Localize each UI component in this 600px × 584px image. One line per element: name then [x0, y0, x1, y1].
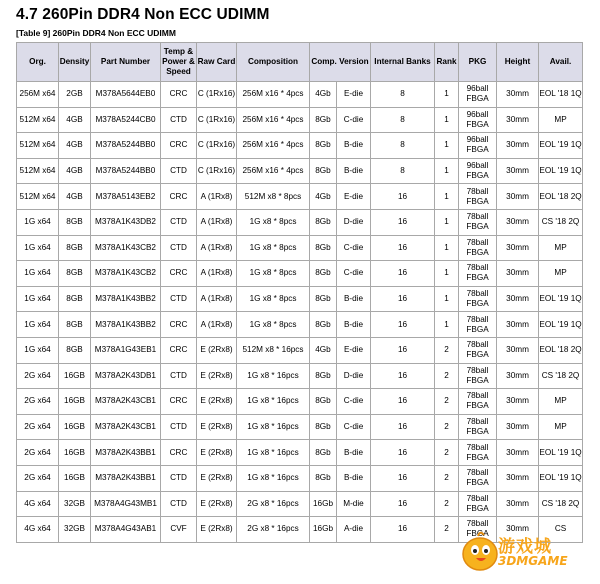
table-row: [17, 184, 583, 210]
cell-org: 1G x64: [17, 286, 59, 312]
cell-org: 1G x64: [17, 337, 59, 363]
cell-comp-die: A-die: [337, 517, 371, 543]
cell-avail: EOL '18 2Q: [539, 184, 583, 210]
header-pkg: PKG: [459, 43, 497, 82]
cell-comp-density: 8Gb: [310, 414, 337, 440]
cell-density: 16GB: [59, 465, 91, 491]
cell-composition: 512M x8 * 8pcs: [237, 184, 310, 210]
cell-raw-card: C (1Rx16): [197, 82, 237, 108]
cell-avail: EOL '19 1Q: [539, 158, 583, 184]
cell-pkg: 78ball FBGA: [459, 414, 497, 440]
cell-rank: 1: [435, 107, 459, 133]
cell-comp-die: M-die: [337, 491, 371, 517]
cell-internal-banks: 16: [371, 414, 435, 440]
cell-height: 30mm: [497, 465, 539, 491]
cell-internal-banks: 8: [371, 158, 435, 184]
table-row: [17, 261, 583, 287]
cell-height: 30mm: [497, 337, 539, 363]
cell-rank: 1: [435, 261, 459, 287]
cell-density: 4GB: [59, 133, 91, 159]
cell-temp-power-speed: CTD: [161, 209, 197, 235]
cell-temp-power-speed: CRC: [161, 133, 197, 159]
cell-comp-die: B-die: [337, 158, 371, 184]
cell-height: 30mm: [497, 414, 539, 440]
cell-density: 32GB: [59, 491, 91, 517]
cell-internal-banks: 8: [371, 107, 435, 133]
cell-rank: 2: [435, 389, 459, 415]
cell-avail: EOL '19 1Q: [539, 312, 583, 338]
cell-temp-power-speed: CRC: [161, 312, 197, 338]
cell-height: 30mm: [497, 389, 539, 415]
header-part-number: Part Number: [91, 43, 161, 82]
cell-internal-banks: 16: [371, 363, 435, 389]
cell-comp-die: D-die: [337, 363, 371, 389]
cell-internal-banks: 16: [371, 491, 435, 517]
cell-part-number: M378A1K43CB2: [91, 235, 161, 261]
cell-density: 8GB: [59, 286, 91, 312]
cell-avail: CS '18 2Q: [539, 363, 583, 389]
cell-pkg: 78ball FBGA: [459, 491, 497, 517]
cell-org: 256M x64: [17, 82, 59, 108]
cell-raw-card: A (1Rx8): [197, 209, 237, 235]
cell-part-number: M378A4G43AB1: [91, 517, 161, 543]
cell-part-number: M378A2K43BB1: [91, 465, 161, 491]
cell-height: 30mm: [497, 158, 539, 184]
header-density: Density: [59, 43, 91, 82]
table-row: [17, 158, 583, 184]
cell-raw-card: E (2Rx8): [197, 414, 237, 440]
cell-height: 30mm: [497, 184, 539, 210]
cell-rank: 2: [435, 491, 459, 517]
cell-internal-banks: 16: [371, 440, 435, 466]
cell-comp-density: 8Gb: [310, 389, 337, 415]
cell-part-number: M378A1G43EB1: [91, 337, 161, 363]
cell-part-number: M378A1K43CB2: [91, 261, 161, 287]
cell-raw-card: E (2Rx8): [197, 517, 237, 543]
cell-comp-density: 8Gb: [310, 235, 337, 261]
cell-raw-card: A (1Rx8): [197, 261, 237, 287]
cell-comp-die: C-die: [337, 414, 371, 440]
cell-org: 2G x64: [17, 414, 59, 440]
table-row: [17, 133, 583, 159]
cell-rank: 2: [435, 465, 459, 491]
cell-internal-banks: 8: [371, 82, 435, 108]
cell-org: 2G x64: [17, 440, 59, 466]
cell-avail: CS '18 2Q: [539, 209, 583, 235]
cell-raw-card: C (1Rx16): [197, 133, 237, 159]
cell-part-number: M378A5244BB0: [91, 133, 161, 159]
cell-raw-card: C (1Rx16): [197, 107, 237, 133]
cell-org: 4G x64: [17, 491, 59, 517]
cell-internal-banks: 16: [371, 286, 435, 312]
cell-raw-card: E (2Rx8): [197, 465, 237, 491]
cell-height: 30mm: [497, 209, 539, 235]
table-row: [17, 491, 583, 517]
cell-org: 512M x64: [17, 184, 59, 210]
cell-composition: 1G x8 * 8pcs: [237, 209, 310, 235]
header-org: Org.: [17, 43, 59, 82]
cell-composition: 1G x8 * 16pcs: [237, 465, 310, 491]
table-row: [17, 465, 583, 491]
cell-rank: 1: [435, 286, 459, 312]
cell-comp-density: 8Gb: [310, 261, 337, 287]
cell-part-number: M378A2K43CB1: [91, 414, 161, 440]
header-raw-card: Raw Card: [197, 43, 237, 82]
cell-pkg: 78ball FBGA: [459, 337, 497, 363]
cell-pkg: 96ball FBGA: [459, 158, 497, 184]
cell-comp-density: 4Gb: [310, 82, 337, 108]
cell-composition: 1G x8 * 16pcs: [237, 363, 310, 389]
cell-pkg: 96ball FBGA: [459, 82, 497, 108]
cell-composition: 256M x16 * 4pcs: [237, 133, 310, 159]
cell-avail: EOL '19 1Q: [539, 465, 583, 491]
cell-pkg: 78ball FBGA: [459, 235, 497, 261]
cell-raw-card: A (1Rx8): [197, 312, 237, 338]
cell-avail: EOL '19 1Q: [539, 133, 583, 159]
cell-part-number: M378A2K43BB1: [91, 440, 161, 466]
cell-internal-banks: 16: [371, 337, 435, 363]
cell-avail: EOL '18 1Q: [539, 82, 583, 108]
cell-comp-die: B-die: [337, 465, 371, 491]
cell-density: 32GB: [59, 517, 91, 543]
cell-rank: 1: [435, 133, 459, 159]
cell-comp-density: 8Gb: [310, 133, 337, 159]
table-caption: [Table 9] 260Pin DDR4 Non ECC UDIMM: [16, 28, 176, 38]
table-header-row: [17, 43, 583, 82]
cell-composition: 2G x8 * 16pcs: [237, 491, 310, 517]
cell-org: 512M x64: [17, 158, 59, 184]
cell-comp-die: E-die: [337, 337, 371, 363]
cell-density: 2GB: [59, 82, 91, 108]
cell-density: 16GB: [59, 363, 91, 389]
cell-density: 8GB: [59, 235, 91, 261]
cell-composition: 1G x8 * 16pcs: [237, 414, 310, 440]
cell-composition: 256M x16 * 4pcs: [237, 158, 310, 184]
table-row: [17, 440, 583, 466]
cell-avail: EOL '19 1Q: [539, 286, 583, 312]
cell-part-number: M378A5244BB0: [91, 158, 161, 184]
cell-temp-power-speed: CTD: [161, 235, 197, 261]
cell-pkg: 78ball FBGA: [459, 440, 497, 466]
cell-pkg: 78ball FBGA: [459, 312, 497, 338]
cell-rank: 1: [435, 209, 459, 235]
cell-rank: 2: [435, 414, 459, 440]
cell-temp-power-speed: CTD: [161, 363, 197, 389]
cell-internal-banks: 16: [371, 465, 435, 491]
cell-avail: MP: [539, 414, 583, 440]
cell-raw-card: E (2Rx8): [197, 337, 237, 363]
cell-composition: 1G x8 * 8pcs: [237, 286, 310, 312]
table-row: [17, 107, 583, 133]
cell-density: 4GB: [59, 107, 91, 133]
cell-temp-power-speed: CTD: [161, 491, 197, 517]
cell-temp-power-speed: CRC: [161, 337, 197, 363]
cell-comp-density: 8Gb: [310, 158, 337, 184]
cell-temp-power-speed: CVF: [161, 517, 197, 543]
cell-part-number: M378A1K43BB2: [91, 286, 161, 312]
cell-composition: 1G x8 * 8pcs: [237, 312, 310, 338]
cell-org: 1G x64: [17, 312, 59, 338]
cell-raw-card: E (2Rx8): [197, 363, 237, 389]
table-row: [17, 517, 583, 543]
cell-temp-power-speed: CRC: [161, 389, 197, 415]
table-row: [17, 209, 583, 235]
cell-height: 30mm: [497, 261, 539, 287]
cell-pkg: 78ball FBGA: [459, 363, 497, 389]
cell-avail: EOL '18 2Q: [539, 337, 583, 363]
cell-temp-power-speed: CTD: [161, 286, 197, 312]
cell-internal-banks: 16: [371, 235, 435, 261]
cell-temp-power-speed: CTD: [161, 107, 197, 133]
cell-density: 16GB: [59, 389, 91, 415]
cell-comp-density: 16Gb: [310, 517, 337, 543]
table-row: [17, 312, 583, 338]
cell-rank: 1: [435, 158, 459, 184]
cell-comp-density: 8Gb: [310, 312, 337, 338]
cell-pkg: 78ball FBGA: [459, 184, 497, 210]
cell-density: 4GB: [59, 158, 91, 184]
cell-composition: 512M x8 * 16pcs: [237, 337, 310, 363]
cell-org: 2G x64: [17, 389, 59, 415]
cell-height: 30mm: [497, 133, 539, 159]
cell-org: 2G x64: [17, 363, 59, 389]
cell-avail: EOL '19 1Q: [539, 440, 583, 466]
cell-avail: CS '18 2Q: [539, 491, 583, 517]
cell-raw-card: E (2Rx8): [197, 440, 237, 466]
cell-pkg: 78ball FBGA: [459, 286, 497, 312]
table-row: [17, 82, 583, 108]
cell-pkg: 78ball FBGA: [459, 517, 497, 543]
cell-density: 16GB: [59, 440, 91, 466]
cell-height: 30mm: [497, 312, 539, 338]
cell-comp-die: E-die: [337, 82, 371, 108]
cell-composition: 256M x16 * 4pcs: [237, 107, 310, 133]
cell-rank: 2: [435, 337, 459, 363]
cell-part-number: M378A1K43BB2: [91, 312, 161, 338]
cell-height: 30mm: [497, 517, 539, 543]
header-height: Height: [497, 43, 539, 82]
cell-temp-power-speed: CRC: [161, 184, 197, 210]
cell-comp-die: C-die: [337, 389, 371, 415]
table-row: [17, 389, 583, 415]
cell-avail: MP: [539, 107, 583, 133]
cell-composition: 1G x8 * 16pcs: [237, 440, 310, 466]
table-row: [17, 337, 583, 363]
cell-pkg: 96ball FBGA: [459, 133, 497, 159]
cell-internal-banks: 16: [371, 517, 435, 543]
cell-pkg: 78ball FBGA: [459, 465, 497, 491]
header-internal-banks: Internal Banks: [371, 43, 435, 82]
header-composition: Composition: [237, 43, 310, 82]
cell-raw-card: A (1Rx8): [197, 286, 237, 312]
cell-part-number: M378A5143EB2: [91, 184, 161, 210]
cell-avail: MP: [539, 389, 583, 415]
cell-part-number: M378A5644EB0: [91, 82, 161, 108]
cell-part-number: M378A1K43DB2: [91, 209, 161, 235]
cell-internal-banks: 16: [371, 261, 435, 287]
cell-comp-die: D-die: [337, 209, 371, 235]
table-row: [17, 286, 583, 312]
cell-comp-die: B-die: [337, 312, 371, 338]
cell-temp-power-speed: CTD: [161, 414, 197, 440]
cell-comp-density: 8Gb: [310, 209, 337, 235]
cell-rank: 1: [435, 235, 459, 261]
table-row: [17, 235, 583, 261]
cell-temp-power-speed: CTD: [161, 465, 197, 491]
table-body: [17, 82, 583, 543]
cell-comp-die: B-die: [337, 440, 371, 466]
header-temp-power-speed: Temp & Power & Speed: [161, 43, 197, 82]
cell-part-number: M378A2K43CB1: [91, 389, 161, 415]
cell-composition: 1G x8 * 8pcs: [237, 235, 310, 261]
cell-comp-die: B-die: [337, 133, 371, 159]
cell-comp-die: C-die: [337, 107, 371, 133]
cell-composition: 256M x16 * 4pcs: [237, 82, 310, 108]
cell-internal-banks: 16: [371, 184, 435, 210]
cell-rank: 2: [435, 363, 459, 389]
cell-density: 8GB: [59, 337, 91, 363]
cell-internal-banks: 16: [371, 389, 435, 415]
cell-org: 512M x64: [17, 133, 59, 159]
cell-pkg: 96ball FBGA: [459, 107, 497, 133]
cell-temp-power-speed: CRC: [161, 261, 197, 287]
cell-pkg: 78ball FBGA: [459, 261, 497, 287]
cell-comp-density: 4Gb: [310, 184, 337, 210]
cell-density: 8GB: [59, 312, 91, 338]
cell-org: 2G x64: [17, 465, 59, 491]
header-comp-version: Comp. Version: [310, 43, 371, 82]
cell-raw-card: E (2Rx8): [197, 389, 237, 415]
cell-rank: 2: [435, 517, 459, 543]
cell-density: 4GB: [59, 184, 91, 210]
table-row: [17, 414, 583, 440]
cell-avail: CS: [539, 517, 583, 543]
cell-comp-density: 16Gb: [310, 491, 337, 517]
cell-density: 8GB: [59, 261, 91, 287]
cell-org: 512M x64: [17, 107, 59, 133]
cell-pkg: 78ball FBGA: [459, 389, 497, 415]
cell-temp-power-speed: CRC: [161, 82, 197, 108]
cell-internal-banks: 8: [371, 133, 435, 159]
spec-table: [16, 42, 583, 543]
cell-rank: 1: [435, 82, 459, 108]
header-rank: Rank: [435, 43, 459, 82]
cell-density: 8GB: [59, 209, 91, 235]
cell-composition: 1G x8 * 8pcs: [237, 261, 310, 287]
cell-part-number: M378A4G43MB1: [91, 491, 161, 517]
cell-comp-density: 8Gb: [310, 465, 337, 491]
cell-pkg: 78ball FBGA: [459, 209, 497, 235]
cell-org: 1G x64: [17, 261, 59, 287]
cell-comp-die: B-die: [337, 286, 371, 312]
watermark-text-en: 3DMGAME: [498, 554, 568, 568]
cell-raw-card: A (1Rx8): [197, 235, 237, 261]
cell-height: 30mm: [497, 491, 539, 517]
cell-temp-power-speed: CTD: [161, 158, 197, 184]
cell-comp-density: 8Gb: [310, 286, 337, 312]
cell-org: 1G x64: [17, 235, 59, 261]
header-avail: Avail.: [539, 43, 583, 82]
cell-comp-density: 8Gb: [310, 440, 337, 466]
cell-internal-banks: 16: [371, 209, 435, 235]
cell-raw-card: E (2Rx8): [197, 491, 237, 517]
cell-avail: MP: [539, 261, 583, 287]
watermark-text-cn: 游戏城: [498, 537, 552, 557]
cell-rank: 1: [435, 184, 459, 210]
cell-raw-card: A (1Rx8): [197, 184, 237, 210]
document-heading: 4.7 260Pin DDR4 Non ECC UDIMM: [16, 6, 270, 23]
cell-density: 16GB: [59, 414, 91, 440]
cell-internal-banks: 16: [371, 312, 435, 338]
cell-height: 30mm: [497, 235, 539, 261]
cell-org: 1G x64: [17, 209, 59, 235]
cell-composition: 1G x8 * 16pcs: [237, 389, 310, 415]
cell-height: 30mm: [497, 286, 539, 312]
cell-part-number: M378A2K43DB1: [91, 363, 161, 389]
cell-composition: 2G x8 * 16pcs: [237, 517, 310, 543]
cell-raw-card: C (1Rx16): [197, 158, 237, 184]
cell-height: 30mm: [497, 440, 539, 466]
cell-comp-die: C-die: [337, 261, 371, 287]
cell-avail: MP: [539, 235, 583, 261]
cell-comp-density: 8Gb: [310, 107, 337, 133]
cell-org: 4G x64: [17, 517, 59, 543]
cell-part-number: M378A5244CB0: [91, 107, 161, 133]
cell-comp-density: 8Gb: [310, 363, 337, 389]
cell-rank: 2: [435, 440, 459, 466]
cell-comp-density: 4Gb: [310, 337, 337, 363]
cell-height: 30mm: [497, 82, 539, 108]
cell-comp-die: C-die: [337, 235, 371, 261]
cell-height: 30mm: [497, 107, 539, 133]
cell-comp-die: E-die: [337, 184, 371, 210]
cell-temp-power-speed: CRC: [161, 440, 197, 466]
cell-height: 30mm: [497, 363, 539, 389]
cell-rank: 1: [435, 312, 459, 338]
table-row: [17, 363, 583, 389]
